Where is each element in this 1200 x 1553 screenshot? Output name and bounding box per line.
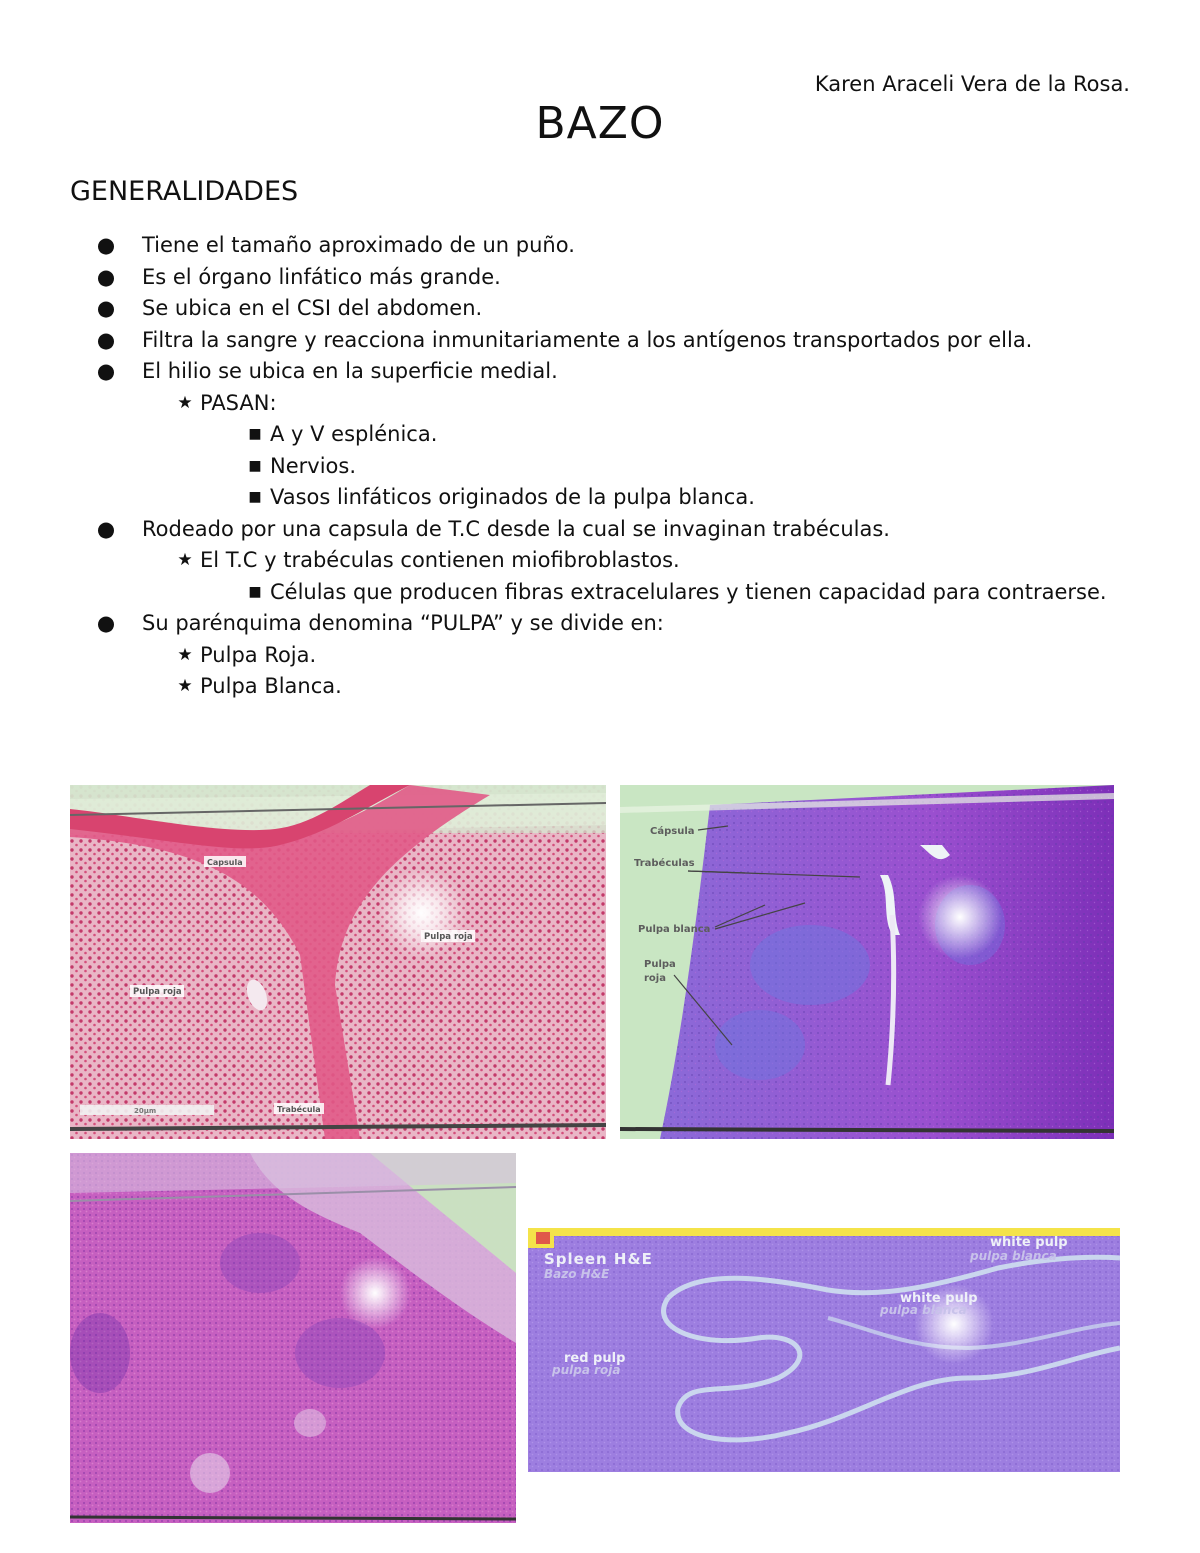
list-item-text: Rodeado por una capsula de T.C desde la cual se invaginan trabéculas.: [142, 516, 890, 541]
bullet-dot-icon: ●: [96, 359, 116, 383]
label-white-pulp: Pulpa blanca: [638, 924, 711, 935]
label-red-pulp-es: pulpa roja: [552, 1363, 621, 1377]
label-spleen-he-en: Spleen H&E: [544, 1250, 653, 1268]
label-red-pulp-a: Pulpa: [644, 959, 676, 970]
bullet-dot-icon: ●: [96, 233, 116, 257]
list-item: [70, 356, 1128, 388]
list-item-text: Pulpa Blanca.: [200, 674, 342, 698]
label-scale-bar: 20µm: [134, 1107, 157, 1115]
label-red-pulp-en: red pulp: [564, 1351, 626, 1366]
list-item-text: A y V esplénica.: [270, 422, 438, 446]
list-item: [70, 514, 1128, 546]
list-item-text: PASAN:: [200, 390, 277, 415]
label-red-pulp-2: Pulpa roja: [133, 987, 182, 997]
bullet-dot-icon: ●: [96, 516, 116, 541]
author-name: Karen Araceli Vera de la Rosa.: [814, 72, 1130, 96]
list-item: [70, 419, 1128, 451]
list-item: [70, 262, 1128, 294]
histology-photo-1: [70, 785, 606, 1139]
section-heading: GENERALIDADES: [70, 176, 299, 207]
label-trabecula: Trabécula: [277, 1105, 321, 1114]
label-white-pulp-es-2: pulpa blanca: [880, 1303, 967, 1317]
histology-photo-3: [70, 1153, 516, 1523]
list-item-text: El T.C y trabéculas contienen miofibroblastos.: [200, 548, 680, 572]
list-item-text: Se ubica en el CSI del abdomen.: [142, 296, 483, 320]
list-item-text: Es el órgano linfático más grande.: [142, 264, 501, 289]
label-white-pulp-en-2: white pulp: [900, 1291, 978, 1306]
list-item-text: Tiene el tamaño aproximado de un puño.: [142, 233, 575, 257]
bullet-dot-icon: ●: [96, 264, 116, 289]
square-bullet-icon: ■: [248, 426, 262, 442]
label-capsule: Cápsula: [650, 826, 695, 837]
page-title: BAZO: [535, 98, 665, 149]
list-item: [70, 671, 1128, 703]
label-spleen-he-es: Bazo H&E: [544, 1267, 610, 1281]
list-item-text: Filtra la sangre y reacciona inmunitariamente a los antígenos transportados por ella.: [142, 327, 1033, 352]
bullet-dot-icon: ●: [96, 611, 116, 635]
bullet-list: [70, 230, 1128, 703]
list-item-text: Vasos linfáticos originados de la pulpa blanca.: [270, 485, 755, 509]
label-white-pulp-es-1: pulpa blanca: [970, 1249, 1057, 1263]
star-bullet-icon: ★: [177, 550, 193, 570]
list-item: [70, 325, 1128, 357]
list-item-text: Nervios.: [270, 453, 356, 478]
list-item: [70, 482, 1128, 514]
list-item: [70, 545, 1128, 577]
bullet-dot-icon: ●: [96, 327, 116, 352]
star-bullet-icon: ★: [177, 392, 193, 413]
histology-photo-2: [620, 785, 1114, 1139]
list-item-text: El hilio se ubica en la superficie medial.: [142, 359, 558, 383]
list-item: [70, 230, 1128, 262]
list-item: [70, 293, 1128, 325]
label-white-pulp-en-1: white pulp: [990, 1235, 1068, 1250]
label-capsule: Capsula: [207, 858, 243, 867]
list-item-text: Su parénquima denomina “PULPA” y se divide en:: [142, 611, 664, 635]
list-item: [70, 451, 1128, 483]
list-item: [70, 608, 1128, 640]
square-bullet-icon: ■: [248, 583, 262, 600]
list-item: [70, 577, 1128, 609]
label-trabeculae: Trabéculas: [634, 858, 695, 869]
square-bullet-icon: ■: [248, 489, 262, 505]
label-red-pulp-1: Pulpa roja: [424, 932, 473, 942]
histology-photo-4: [528, 1228, 1120, 1472]
star-bullet-icon: ★: [177, 644, 193, 665]
list-item-text: Células que producen fibras extracelulares y tienen capacidad para contraerse.: [270, 579, 1107, 604]
star-bullet-icon: ★: [177, 676, 193, 696]
label-red-pulp-b: roja: [644, 973, 666, 984]
list-item: [70, 388, 1128, 420]
square-bullet-icon: ■: [248, 457, 262, 474]
bullet-dot-icon: ●: [96, 296, 116, 320]
list-item: [70, 640, 1128, 672]
list-item-text: Pulpa Roja.: [200, 642, 317, 667]
